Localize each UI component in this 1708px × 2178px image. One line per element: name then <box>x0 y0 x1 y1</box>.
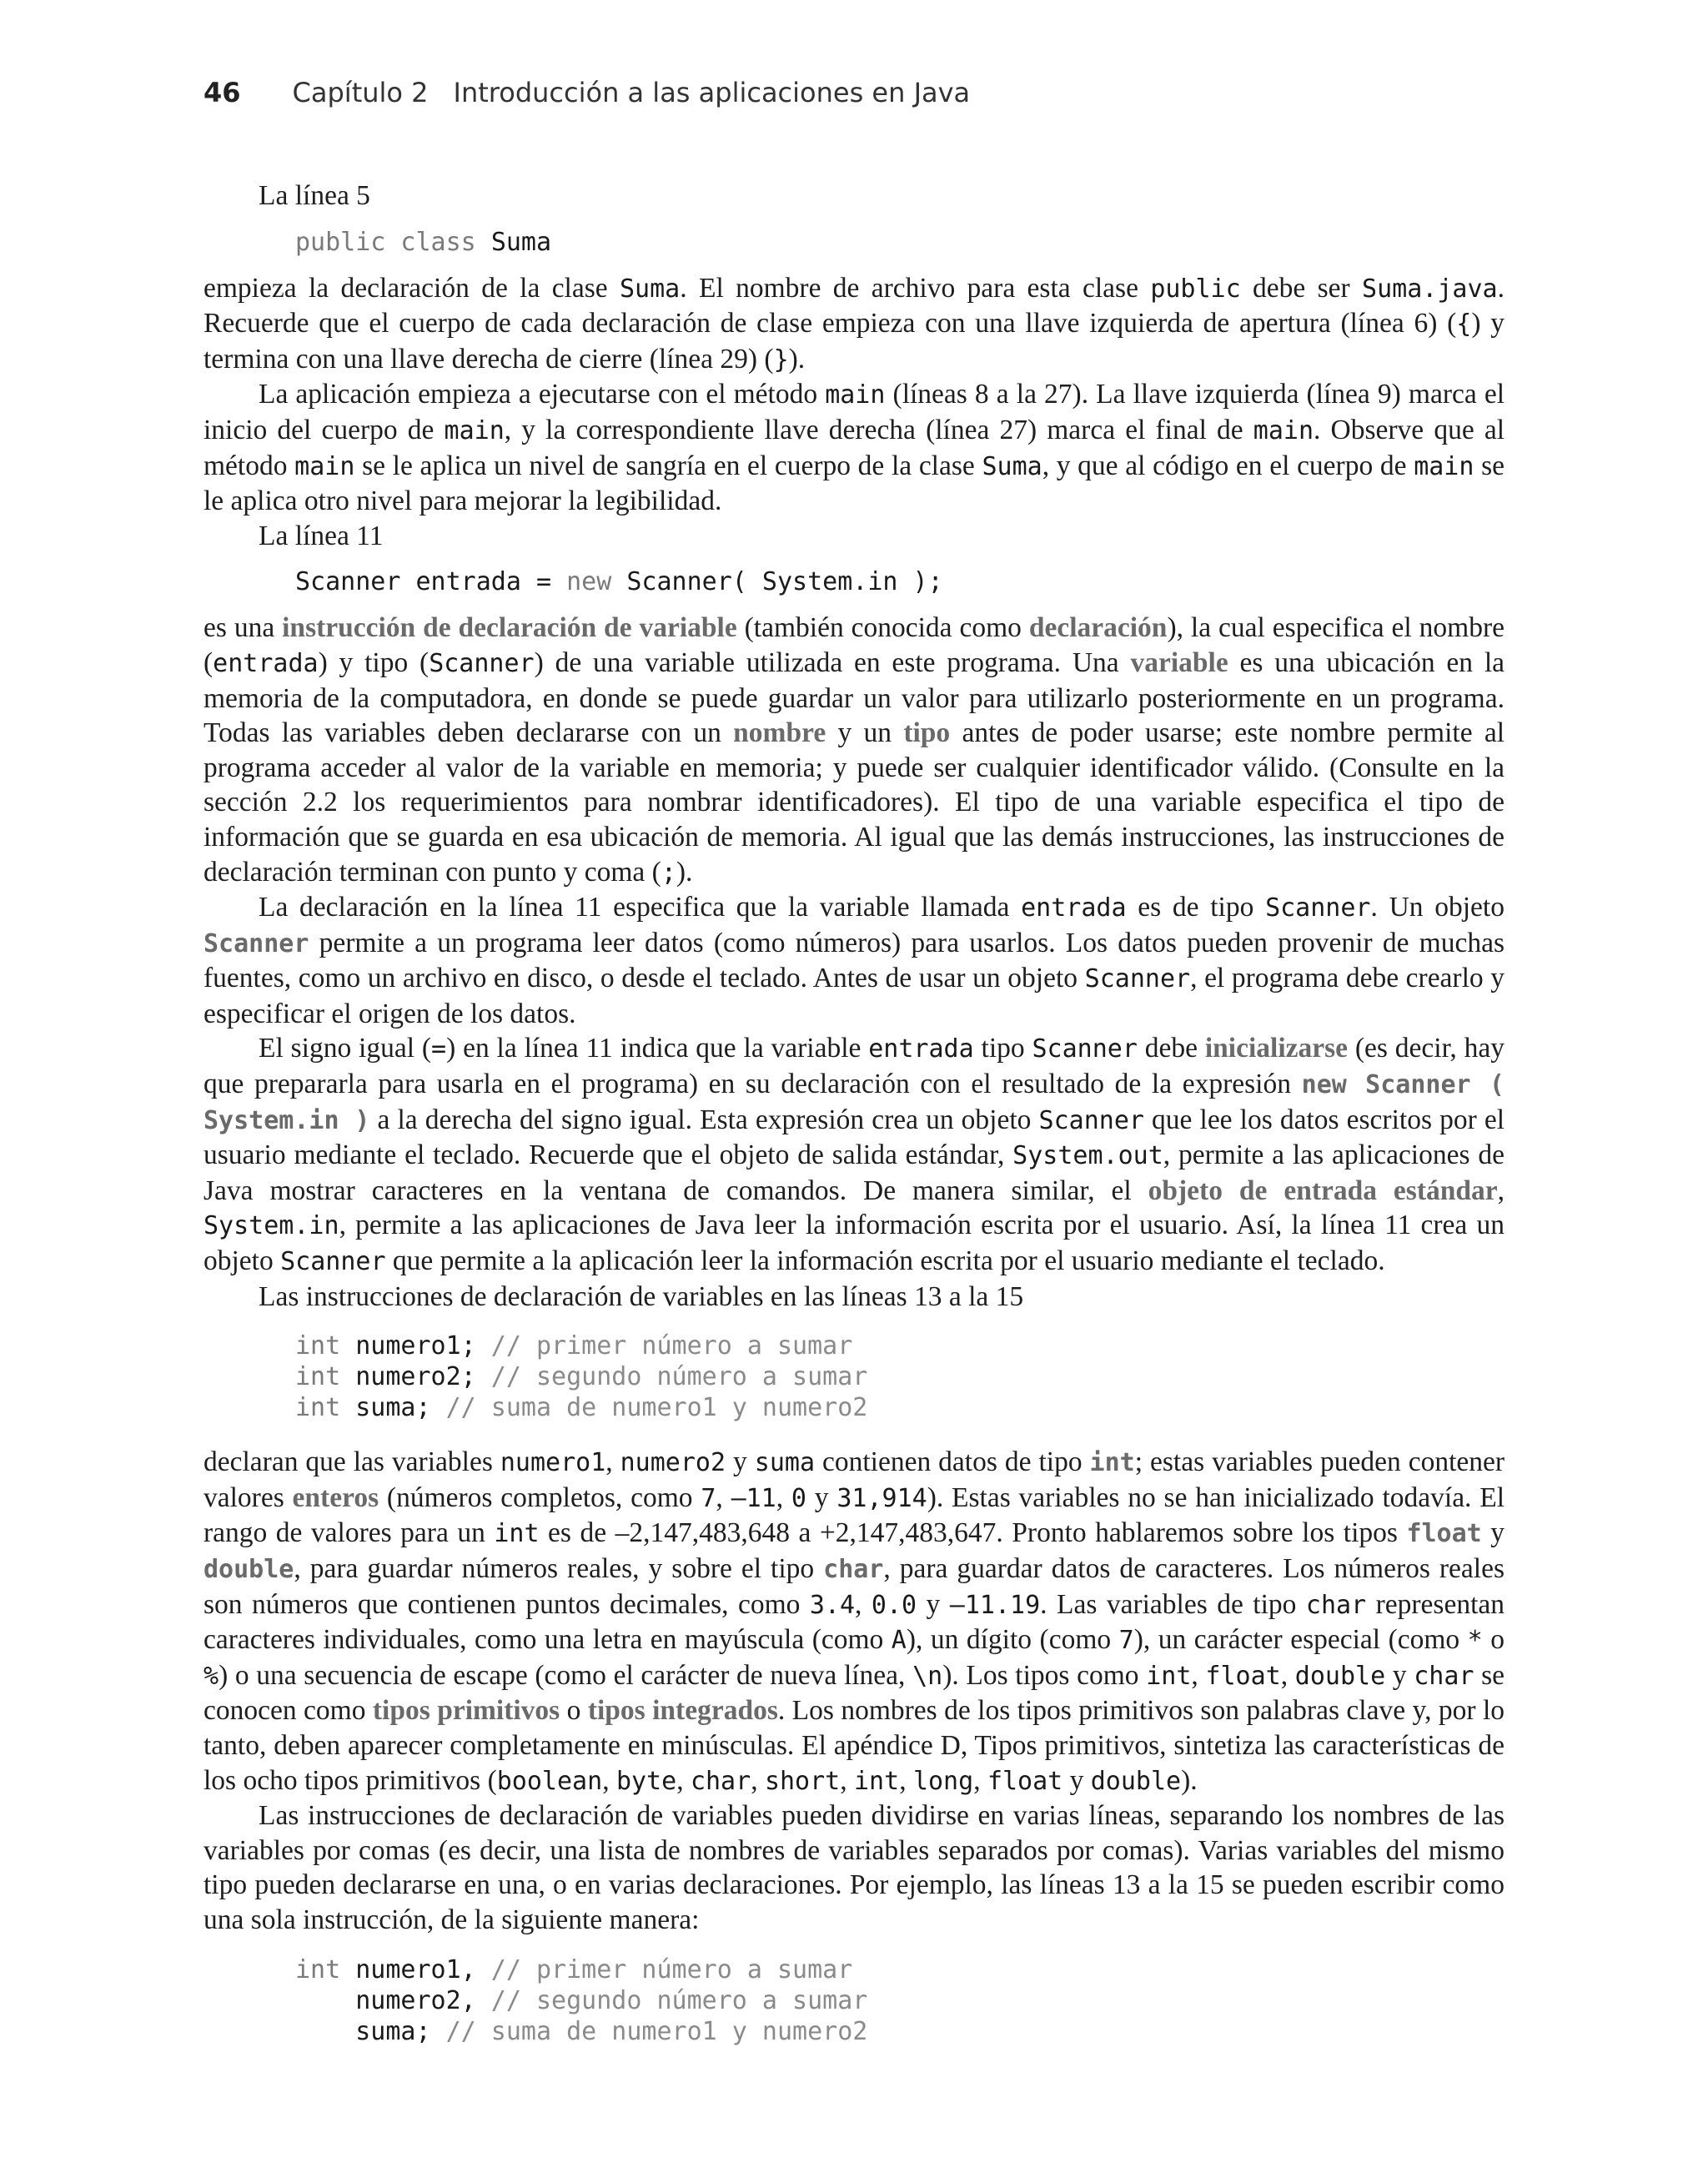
code-line: int numero2; // segundo número a sumar <box>295 1362 868 1392</box>
code-line: int suma; // suma de numero1 y numero2 <box>295 1393 868 1423</box>
page-body <box>203 179 1505 2047</box>
paragraph-line5-intro: La línea 5 <box>259 180 370 211</box>
paragraph-scanner-object: La declaración en la línea 11 especifica que la variable llamada entrada es de tipo Scanner. Un objeto Scanner permite a un programa leer datos (como números) para usarlos. Los datos pueden provenir de muchas fuentes, como un archivo en disco, o desde el teclado. Antes de usar un objeto Scanner, el programa debe crearlo y especificar el origen de los datos. <box>203 892 1505 1029</box>
chapter-title: Introducción a las aplicaciones en Java <box>453 77 971 108</box>
code-int-declarations <box>203 1330 1505 1423</box>
running-header <box>203 77 970 108</box>
code-scanner-declaration: Scanner entrada = new Scanner( System.in ); <box>295 567 943 597</box>
paragraph-class-declaration: empieza la declaración de la clase Suma. El nombre de archivo para esta clase public debe ser Suma.java. Recuerde que el cuerpo de cada declaración de clase empieza con una llave izquierda de apertura (línea 6) ({) y termina con una llave derecha de cierre (línea 29) (}). <box>203 272 1505 375</box>
code-line: suma; // suma de numero1 y numero2 <box>295 2016 868 2046</box>
paragraph-variable-declaration: es una instrucción de declaración de variable (también conocida como declaración), la cual especifica el nombre (entrada) y tipo (Scanner) de una variable utilizada en este programa. Una variable es una ubicación en la memoria de la computadora, en donde se puede guardar un valor para utilizarlo posteriormente en un programa. Todas las variables deben declararse con un nombre y un tipo antes de poder usarse; este nombre permite al programa acceder al valor de la variable en memoria; y puede ser cualquier identificador válido. (Consulte en la sección 2.2 los requerimientos para nombrar identificadores). El tipo de una variable especifica el tipo de información que se guarda en esa ubicación de memoria. Al igual que las demás instrucciones, las instrucciones de declaración terminan con punto y coma (;). <box>203 612 1505 888</box>
code-line: int numero1, // primer número a sumar <box>295 1954 853 1984</box>
paragraph-multiline-declaration: Las instrucciones de declaración de variables pueden dividirse en varias líneas, separando los nombres de las variables por comas (es decir, una lista de nombres de variables separados por comas). Varias variables del mismo tipo pueden declararse en una, o en varias declaraciones. Por ejemplo, las líneas 13 a la 15 se pueden escribir como una sola instrucción, de la siguiente manera: <box>203 1800 1505 1935</box>
page-number: 46 <box>203 77 241 108</box>
paragraph-initialization: El signo igual (=) en la línea 11 indica que la variable entrada tipo Scanner debe inicializarse (es decir, hay que prepararla para usarla en el programa) en su declaración con el resultado de la expresión new Scanner ( System.in ) a la derecha del signo igual. Esta expresión crea un objeto Scanner que lee los datos escritos por el usuario mediante el teclado. Recuerde que el objeto de salida estándar, System.out, permite a las aplicaciones de Java mostrar caracteres en la ventana de comandos. De manera similar, el objeto de entrada estándar, System.in, permite a las aplicaciones de Java leer la información escrita por el usuario. Así, la línea 11 crea un objeto Scanner que permite a la aplicación leer la información escrita por el usuario mediante el teclado. <box>203 1033 1505 1277</box>
code-line: numero2, // segundo número a sumar <box>295 1985 868 2015</box>
code-combined-declaration <box>203 1954 1505 2047</box>
code-line: int numero1; // primer número a sumar <box>295 1331 853 1361</box>
code-class-declaration: public class Suma <box>295 227 552 257</box>
paragraph-primitive-types: declaran que las variables numero1, numero2 y suma contienen datos de tipo int; estas variables pueden contener valores enteros (números completos, como 7, –11, 0 y 31,914). Estas variables no se han inicializado todavía. El rango de valores para un int es de –2,147,483,648 a +2,147,483,647. Pronto hablaremos sobre los tipos float y double, para guardar números reales, y sobre el tipo char, para guardar datos de caracteres. Los números reales son números que contienen puntos decimales, como 3.4, 0.0 y –11.19. Las variables de tipo char representan caracteres individuales, como una letra en mayúscula (como A), un dígito (como 7), un carácter especial (como * o %) o una secuencia de escape (como el carácter de nueva línea, \n). Los tipos como int, float, double y char se conocen como tipos primitivos o tipos integrados. Los nombres de los tipos primitivos son palabras clave y, por lo tanto, deben aparecer completamente en minúsculas. El apéndice D, Tipos primitivos, sintetiza las características de los ocho tipos primitivos (boolean, byte, char, short, int, long, float y double). <box>203 1446 1505 1796</box>
paragraph-line11-intro: La línea 11 <box>259 520 384 551</box>
paragraph-lines13-15-intro: Las instrucciones de declaración de variables en las líneas 13 a la 15 <box>259 1280 1024 1312</box>
paragraph-main-method: La aplicación empieza a ejecutarse con el método main (líneas 8 a la 27). La llave izquierda (línea 9) marca el inicio del cuerpo de main, y la correspondiente llave derecha (línea 27) marca el final de main. Observe que al método main se le aplica un nivel de sangría en el cuerpo de la clase Suma, y que al código en el cuerpo de main se le aplica otro nivel para mejorar la legibilidad. <box>203 379 1505 517</box>
chapter-label: Capítulo 2 <box>292 77 429 108</box>
